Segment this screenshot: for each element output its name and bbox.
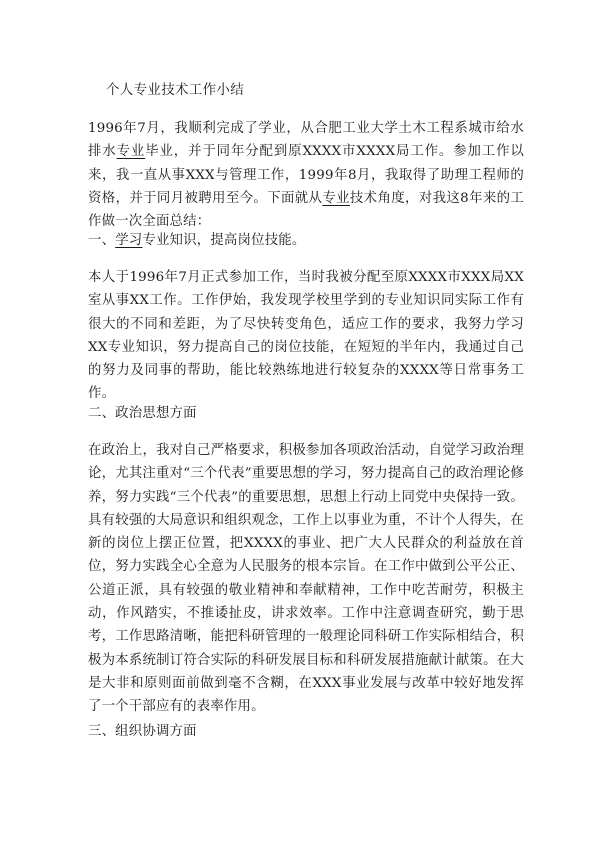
- intro-underlined-major-1: 专业: [116, 144, 146, 160]
- section1-body: 本人于1996年7月正式参加工作，当时我被分配至原XXXX市XXX局XX室从事XX工作。工作伊始，我发现学校里学到的专业知识同实际工作有很大的不同和差距，为了尽快转变角色，适应工作的要求，我努力学习XX专业知识，努力提高自己的岗位技能，在短短的半年内，我通过自己的努力及同事的帮助，能比较熟练地进行较复杂的XXXX等日常事务工作。: [88, 270, 524, 402]
- intro-paragraph: [88, 117, 524, 233]
- intro-text-3: 技术角度，对我这8年来的工作做一次全面总结：: [88, 190, 525, 230]
- section3-heading: 三、组织协调方面: [88, 724, 197, 739]
- intro-text-2: 毕业，并于同年分配到原XXXX市XXXX局工作。参加工作以来，我一直从事XXX与管理工作，1999年8月，我取得了助理工程师的资格，并于同月被聘用至今。下面就从: [88, 144, 524, 206]
- section1-heading: [88, 231, 305, 251]
- intro-text-1: 1996年7月，我顺利完成了学业，从合肥工业大学土木工程系城市给水排水: [88, 121, 524, 160]
- section1-number: 一、: [88, 233, 116, 248]
- section1-underlined-word: 学习: [115, 233, 143, 248]
- section2-heading: 二、政治思想方面: [88, 406, 197, 421]
- section1-heading-rest: 专业知识，提高岗位技能。: [142, 233, 306, 248]
- intro-underlined-major-2: 专业: [322, 190, 350, 206]
- section2-body: 在政治上，我对自己严格要求，积极参加各项政治活动，自觉学习政治理论，尤其注重对“三个代表”重要思想的学习，努力提高自己的政治理论修养，努力实践“三个代表”的重要思想，思想上行动上同党中央保持一致。具有较强的大局意识和组织观念，工作上以事业为重，不计个人得失，在新的岗位上摆正位置，把XXXX的事业、把广大人民群众的利益放在首位，努力实践全心全意为人民服务的根本宗旨。在工作中做到公平公正、公道正派，具有较强的敬业精神和奉献精神，工作中吃苦耐劳，积极主动，作风踏实，不推诿扯皮，讲求效率。工作中注意调查研究，勤于思考，工作思路清晰，能把科研管理的一般理论同科研工作实际相结合，积极为本系统制订符合实际的科研发展目标和科研发展措施献计献策。在大是大非和原则面前做到毫不含糊，在XXX事业发展与改革中较好地发挥了一个干部应有的表率作用。: [88, 443, 524, 715]
- document-title: 个人专业技术工作小结: [106, 82, 244, 98]
